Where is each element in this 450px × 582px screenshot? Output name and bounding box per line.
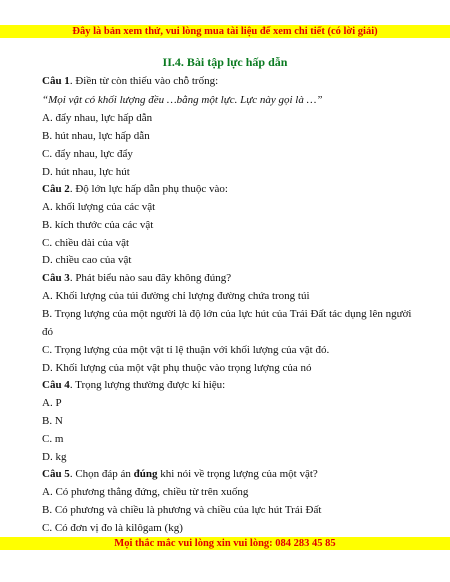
footer-notice: Mọi thắc mắc vui lòng xin vui lòng: 084 283 45 85 [0,537,450,550]
question-2-option-a: A. khối lượng của các vật [42,201,156,213]
question-1-quote: “Mọi vật có khối lượng đều …bằng một lực. Lực này gọi là …” [42,94,323,106]
question-2-option-d: D. chiều cao của vật [42,254,132,266]
question-1-option-a: A. đẩy nhau, lực hấp dẫn [42,112,153,124]
question-4: Câu 4. Trọng lượng thường được kí hiệu: [42,379,226,391]
question-3-option-b-cont: đó [42,326,53,338]
question-1: Câu 1. Điền từ còn thiếu vào chỗ trống: [42,75,219,87]
question-2-option-c: C. chiều dài của vật [42,237,130,249]
question-1-option-d: D. hút nhau, lực hút [42,166,130,178]
question-1-option-b: B. hút nhau, lực hấp dẫn [42,130,150,142]
question-5: Câu 5. Chọn đáp án đúng khi nói về trọng lượng của một vật? [42,468,318,480]
question-3-option-a: A. Khối lượng của túi đường chỉ lượng đường chứa trong túi [42,290,310,302]
question-3-option-d: D. Khối lượng của một vật phụ thuộc vào trọng lượng của nó [42,362,312,374]
question-5-option-c: C. Có đơn vị đo là kilôgam (kg) [42,522,183,534]
question-4-option-b: B. N [42,415,63,427]
question-3: Câu 3. Phát biểu nào sau đây không đúng? [42,272,232,284]
page-title: II.4. Bài tập lực hấp dẫn [162,55,288,69]
question-3-option-b: B. Trọng lượng của một người là độ lớn của lực hút của Trái Đất tác dụng lên người [42,308,412,320]
question-5-option-b: B. Có phương và chiều là phương và chiều của lực hút Trái Đất [42,504,322,516]
header-notice: Đây là bản xem thử, vui lòng mua tài liệu để xem chi tiết (có lời giải) [0,25,450,38]
question-2: Câu 2. Độ lớn lực hấp dẫn phụ thuộc vào: [42,183,228,195]
question-5-option-a: A. Có phương thẳng đứng, chiều từ trên xuống [42,486,249,498]
question-1-option-c: C. đẩy nhau, lực đẩy [42,148,133,160]
question-3-option-c: C. Trọng lượng của một vật tỉ lệ thuận với khối lượng của vật đó. [42,344,330,356]
question-2-option-b: B. kích thước của các vật [42,219,154,231]
question-4-option-a: A. P [42,397,62,409]
question-4-option-c: C. m [42,433,64,445]
question-4-option-d: D. kg [42,451,67,463]
